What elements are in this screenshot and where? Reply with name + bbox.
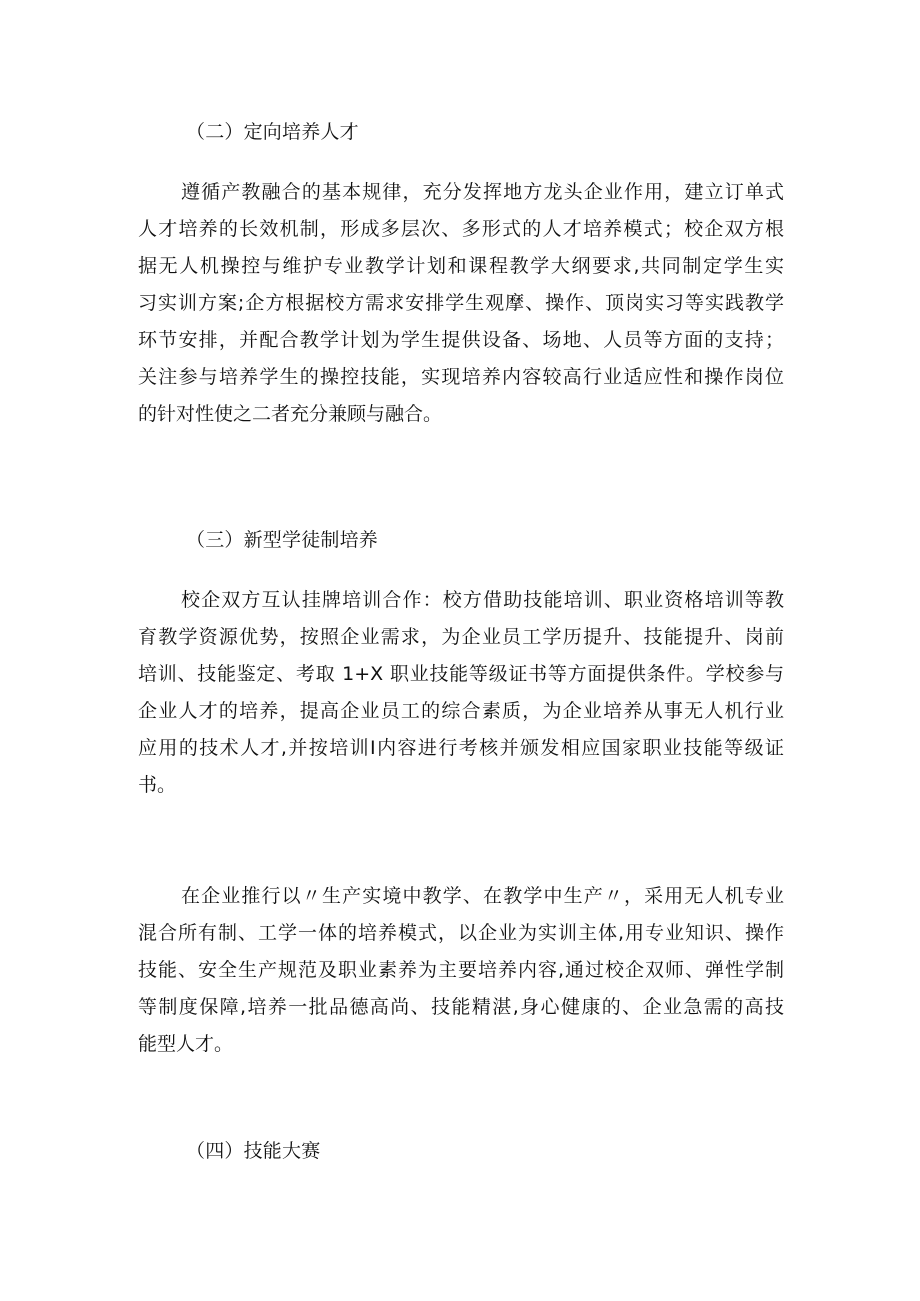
paragraph-apprenticeship-1	[138, 588, 784, 810]
paragraph-line: 环节安排，并配合教学计划为学生提供设备、场地、人员等方面的支持；	[138, 329, 784, 351]
section-heading-4: （四）技能大赛	[186, 1140, 321, 1162]
paragraph-line: 培训、技能鉴定、考取 1+X 职业技能等级证书等方面提供条件。学校参与	[138, 663, 784, 685]
section-heading-3: （三）新型学徒制培养	[186, 529, 379, 551]
paragraph-line: 的针对性使之二者充分兼顾与融合。	[138, 403, 443, 425]
paragraph-line: 书。	[138, 774, 177, 796]
paragraph-line: 人才培养的长效机制，形成多层次、多形式的人才培养模式；校企双方根	[138, 218, 784, 240]
paragraph-line: 据无人机操控与维护专业教学计划和课程教学大纲要求,共同制定学生实	[138, 255, 784, 277]
paragraph-line: 应用的技术人才,并按培训I内容进行考核并颁发相应国家职业技能等级证	[138, 737, 784, 759]
paragraph-line: 习实训方案;企方根据校方需求安排学生观摩、操作、顶岗实习等实践教学	[138, 292, 784, 314]
section-heading-2: （二）定向培养人才	[186, 121, 359, 143]
paragraph-line: 企业人才的培养，提高企业员工的综合素质，为企业培养从事无人机行业	[138, 700, 784, 722]
paragraph-line: 育教学资源优势，按照企业需求，为企业员工学历提升、技能提升、岗前	[138, 626, 784, 648]
paragraph-line: 在企业推行以〃生产实境中教学、在教学中生产〃，采用无人机专业	[181, 885, 784, 907]
paragraph-line: 遵循产教融合的基本规律，充分发挥地方龙头企业作用，建立订单式	[181, 181, 784, 203]
paragraph-line: 能型人才。	[138, 1033, 234, 1055]
paragraph-line: 技能、安全生产规范及职业素养为主要培养内容,通过校企双师、弹性学制	[138, 959, 784, 981]
paragraph-line: 等制度保障,培养一批品德高尚、技能精湛,身心健康的、企业急需的高技	[138, 996, 784, 1018]
paragraph-apprenticeship-2	[138, 884, 784, 1069]
paragraph-targeted-training	[138, 180, 784, 439]
paragraph-line: 混合所有制、工学一体的培养模式，以企业为实训主体,用专业知识、操作	[138, 922, 784, 944]
paragraph-line: 校企双方互认挂牌培训合作：校方借助技能培训、职业资格培训等教	[181, 589, 784, 611]
paragraph-line: 关注参与培养学生的操控技能，实现培养内容较高行业适应性和操作岗位	[138, 366, 784, 388]
